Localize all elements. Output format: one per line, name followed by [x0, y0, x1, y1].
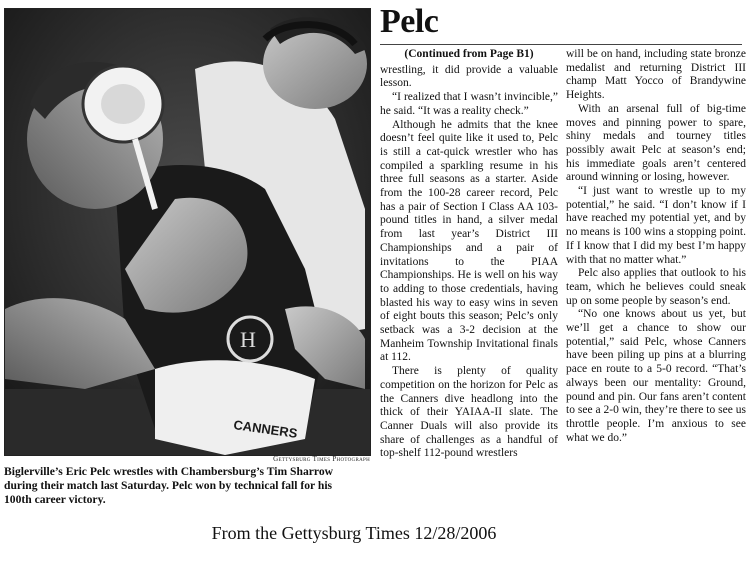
article-paragraph: “No one knows about us yet, but we’ll get a chance to show our potential,” said Pelc, whose Canners have been piling up pins at a blurring pace en route to a 5-0 record. “That’s always been our mentality: Ground, pound and pin. Our fans aren’t content to see a 2-0 win, they’re there to see us throttle people. I’m anxious to see what we do.”: [566, 308, 746, 444]
wrestling-photo: [4, 8, 371, 456]
article-paragraph: wrestling, it did provide a valuable lesson.: [380, 63, 558, 90]
article-paragraph: Although he admits that the knee doesn’t feel quite like it used to, Pelc is still a cat-quick wrestler who has compiled a sparkling resume in his three full seasons as a starter. Aside from the 100-28 career record, Pelc has a pair of Section I Class AA 103-pound titles in hand, a silver medal from last year’s District III Championships and a pair of invitations to the PIAA Championships. He is well on his way to adding to those credentials, having blasted his way to easy wins in seven of eight bouts this season; Pelc’s only setback was a 3-2 decision at the Manheim Township Invitational finals at 112.: [380, 118, 558, 364]
article-paragraph: “I just want to wrestle up to my potential,” he said. “I don’t know if I have reached my potential yet, and by no means is 100 wins a stopping point. If I know that I did my best I’m happy with that no matter what.”: [566, 185, 746, 266]
photo-credit: Gettysburg Times Photograph: [273, 455, 370, 463]
article-paragraph: There is plenty of quality competition on the horizon for Pelc as the Canners dive headlong into the thick of their YAIAA-II slate. The Canner Duals will also provide its share of challenges as a handful of top-shelf 112-pound wrestlers: [380, 365, 558, 460]
article-paragraph: Pelc also applies that outlook to his team, which he believes could sneak up on some people by season’s end.: [566, 267, 746, 307]
article-column-2: [566, 48, 746, 445]
jersey-text: CANNERS: [232, 417, 299, 441]
caption-line: during their match last Saturday. Pelc won by technical fall for his: [4, 479, 333, 492]
article-paragraph: “I realized that I wasn’t invincible,” he said. “It was a reality check.”: [380, 91, 558, 117]
headline: Pelc: [380, 3, 439, 40]
article-paragraph: With an arsenal full of big-time moves and pinning power to spare, shiny medals and tourney titles possibly await Pelc at season’s end; his immediate goals aren’t centered around winning or losing, however.: [566, 102, 746, 184]
article-column-1: [380, 48, 558, 461]
article-paragraph: will be on hand, including state bronze medalist and returning District III champ Matt Yocco of Brandywine Heights.: [566, 48, 746, 102]
continued-note: (Continued from Page B1): [404, 48, 534, 60]
svg-text:H: H: [240, 327, 256, 352]
source-footer: From the Gettysburg Times 12/28/2006: [211, 523, 497, 543]
headline-rule: [380, 44, 742, 45]
caption-line: Biglerville’s Eric Pelc wrestles with Chambersburg’s Tim Sharrow: [4, 465, 333, 478]
photo-caption: [4, 465, 372, 507]
wrestling-photo-image: [5, 9, 370, 455]
caption-line: 100th career victory.: [4, 493, 106, 506]
